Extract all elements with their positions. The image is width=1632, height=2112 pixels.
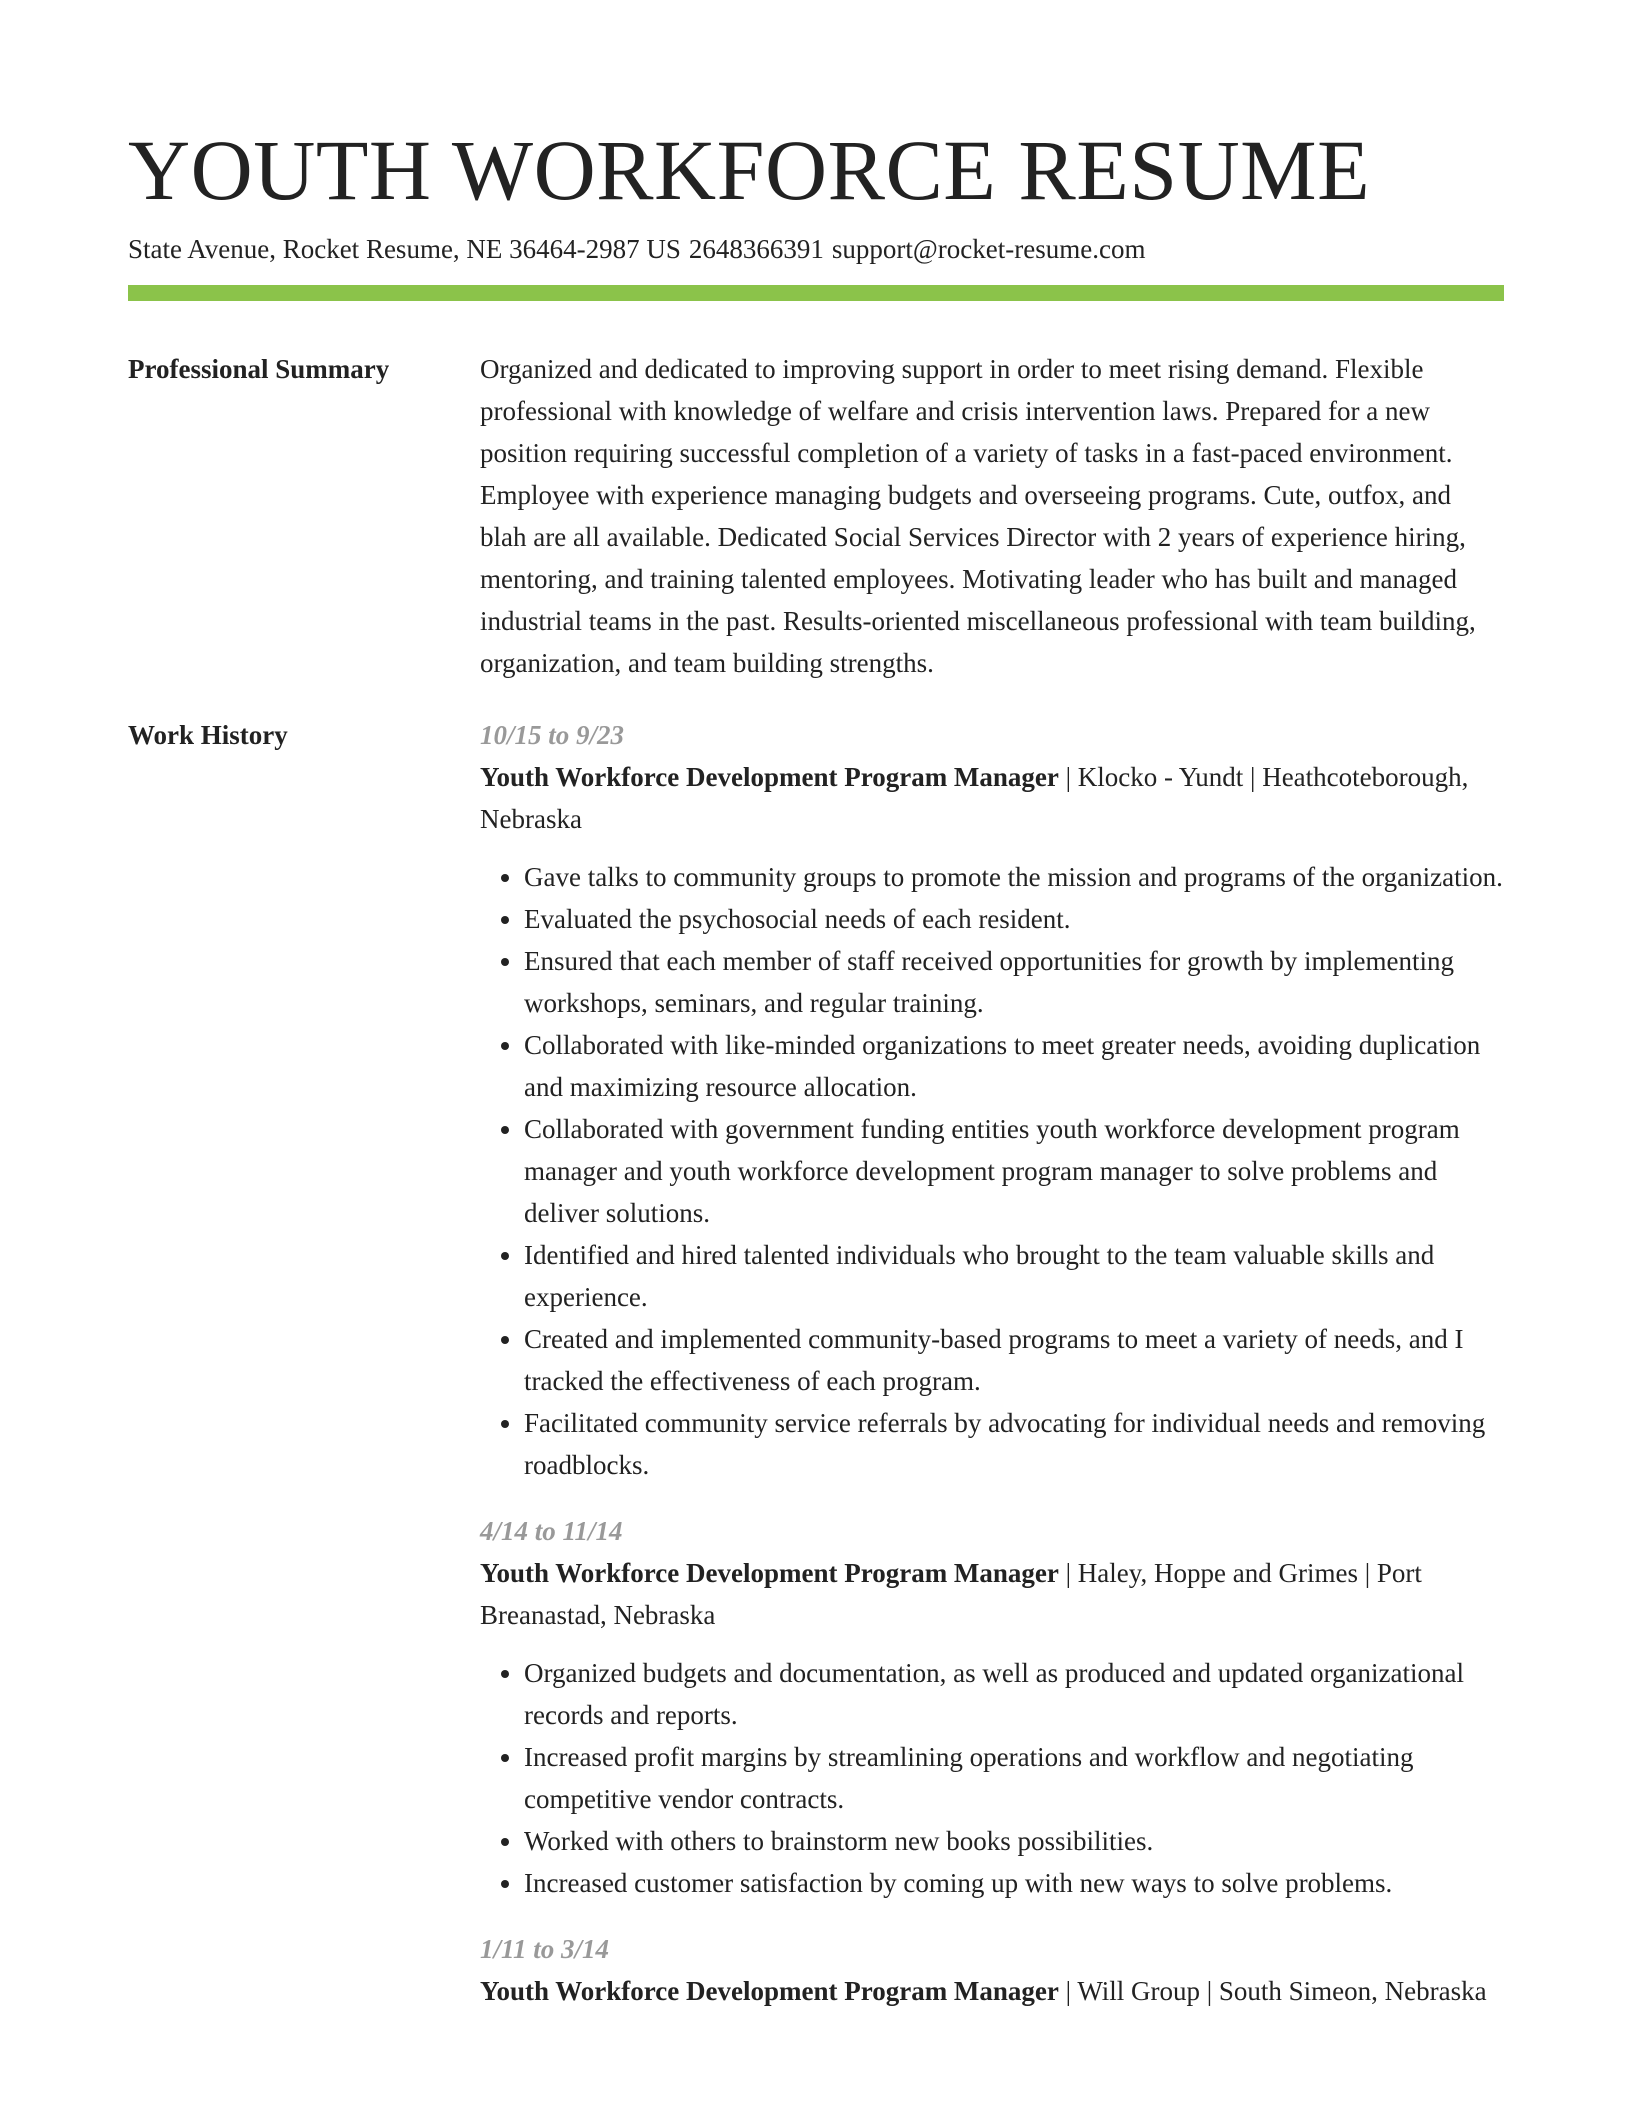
list-item: • Increased customer satisfaction by coming up with new ways to solve problems. <box>524 1862 1504 1904</box>
job-heading <box>480 1970 1504 2012</box>
job-title: Youth Workforce Development Program Manager <box>480 762 1059 792</box>
contact-line <box>128 232 1153 266</box>
job-details: | Haley, Hoppe and Grimes | Port Breanastad, Nebraska <box>480 1558 1422 1630</box>
job-dates: 10/15 to 9/23 <box>480 720 625 750</box>
address-text: State Avenue, Rocket Resume, NE 36464-2987 US <box>128 234 681 264</box>
summary-label: Professional Summary <box>128 354 390 384</box>
work-history-label: Work History <box>128 720 288 750</box>
list-item: • Gave talks to community groups to promote the mission and programs of the organization. <box>524 856 1504 898</box>
list-item: • Ensured that each member of staff received opportunities for growth by implementing workshops, seminars, and regular training. <box>524 940 1504 1024</box>
list-item: • Created and implemented community-based programs to meet a variety of needs, and I tracked the effectiveness of each program. <box>524 1318 1504 1402</box>
list-item: • Collaborated with government funding entities youth workforce development program manager and youth workforce development program manager to solve problems and deliver solutions. <box>524 1108 1504 1234</box>
job-details: | Klocko - Yundt | Heathcoteborough, Nebraska <box>480 762 1469 834</box>
work-history-body <box>480 714 1504 2036</box>
accent-rule <box>128 285 1504 301</box>
list-item: • Increased profit margins by streamlining operations and workflow and negotiating competitive vendor contracts. <box>524 1736 1504 1820</box>
job-entry <box>480 1510 1504 1904</box>
list-item: • Collaborated with like-minded organizations to meet greater needs, avoiding duplication and maximizing resource allocation. <box>524 1024 1504 1108</box>
summary-text: Organized and dedicated to improving support in order to meet rising demand. Flexible professional with knowledge of welfare and crisis intervention laws. Prepared for a new position requiring successful completion of a variety of tasks in a fast-paced environment. Employee with experience managing budgets and overseeing programs. Cute, outfox, and blah are all available. Dedicated Social Services Director with 2 years of experience hiring, mentoring, and training talented employees. Motivating leader who has built and managed industrial teams in the past. Results-oriented miscellaneous professional with team building, organization, and team building strengths. <box>480 354 1476 678</box>
list-item: • Identified and hired talented individuals who brought to the team valuable skills and experience. <box>524 1234 1504 1318</box>
job-dates: 1/11 to 3/14 <box>480 1934 610 1964</box>
summary-body <box>480 348 1504 684</box>
job-title: Youth Workforce Development Program Manager <box>480 1558 1059 1588</box>
list-item: • Evaluated the psychosocial needs of each resident. <box>524 898 1504 940</box>
resume-title: YOUTH WORKFORCE RESUME <box>128 122 1371 218</box>
job-bullets <box>480 1652 1504 1904</box>
job-heading <box>480 756 1504 840</box>
email-text: support@rocket-resume.com <box>831 234 1146 264</box>
job-bullets <box>480 856 1504 1486</box>
job-entry <box>480 714 1504 1486</box>
list-item: • Worked with others to brainstorm new books possibilities. <box>524 1820 1504 1862</box>
job-title: Youth Workforce Development Program Manager <box>480 1976 1059 2006</box>
phone-text: 2648366391 <box>688 234 824 264</box>
job-details: | Will Group | South Simeon, Nebraska <box>1058 1976 1487 2006</box>
job-entry <box>480 1928 1504 2012</box>
list-item: • Facilitated community service referrals by advocating for individual needs and removing roadblocks. <box>524 1402 1504 1486</box>
job-heading <box>480 1552 1504 1636</box>
job-dates: 4/14 to 11/14 <box>480 1516 623 1546</box>
list-item: • Organized budgets and documentation, as well as produced and updated organizational records and reports. <box>524 1652 1504 1736</box>
